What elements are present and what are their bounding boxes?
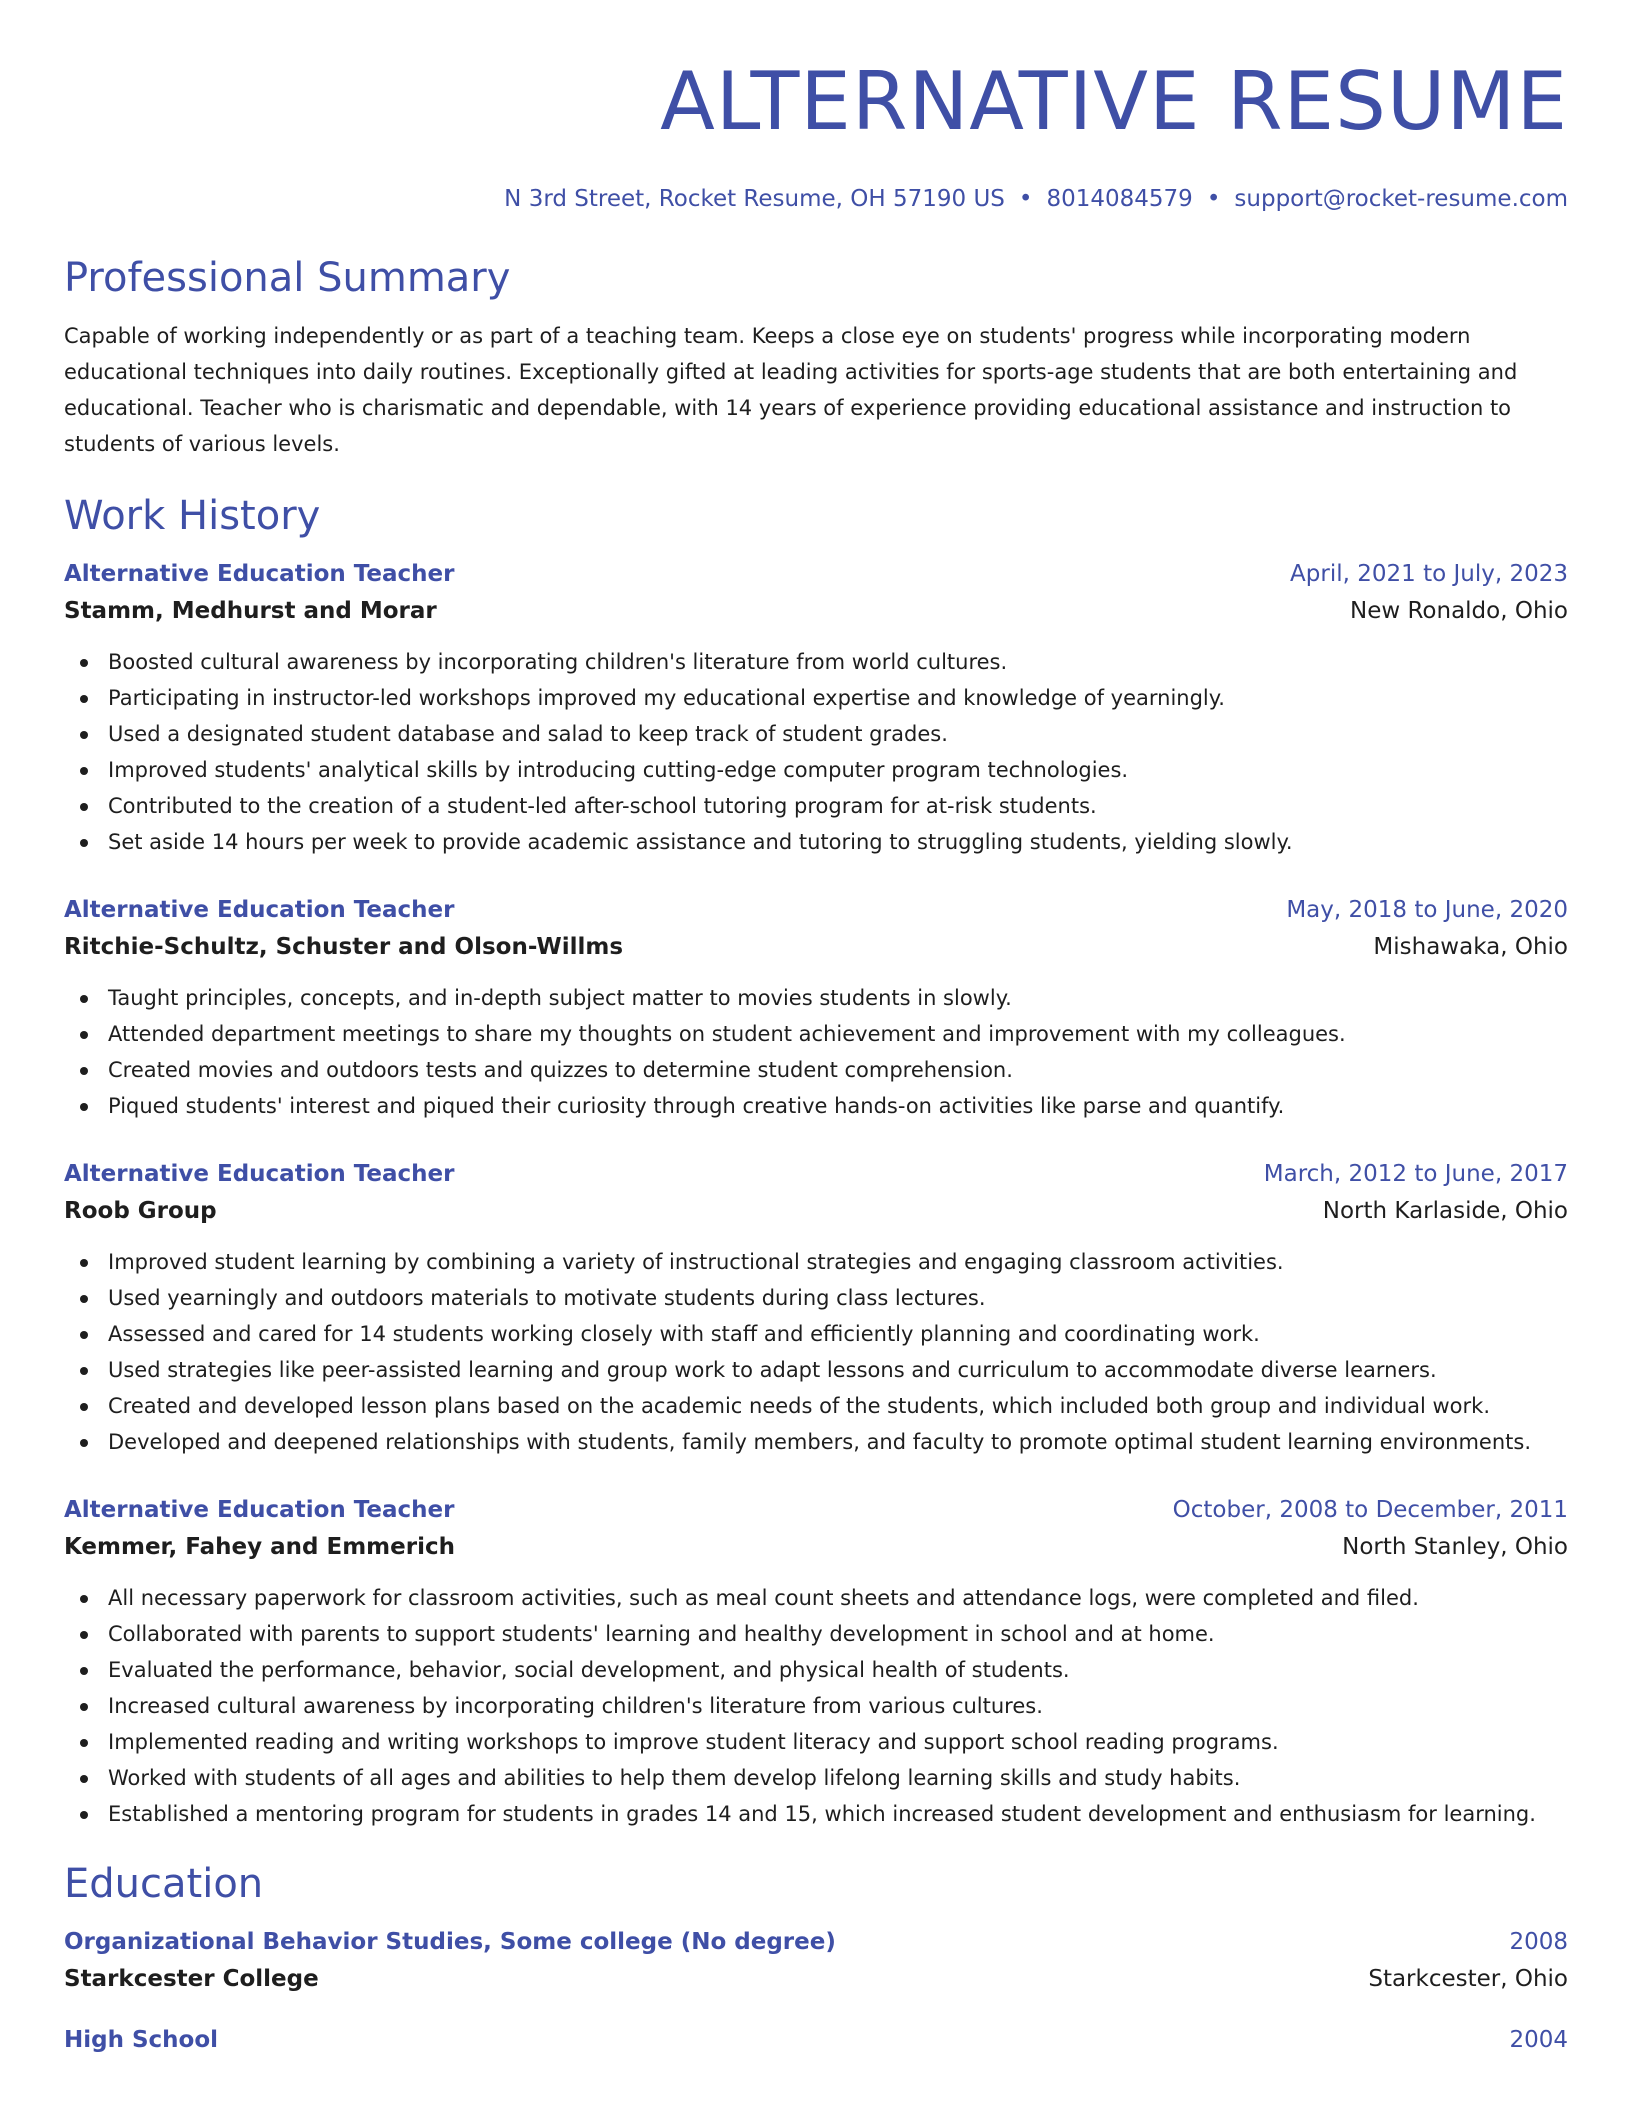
job-bullet: Developed and deepened relationships with students, family members, and faculty to promote optimal student learning environments. xyxy=(64,1424,1568,1460)
job-bullet: Improved student learning by combining a variety of instructional strategies and engaging classroom activities. xyxy=(64,1244,1568,1280)
job-company: Ritchie-Schultz, Schuster and Olson-Willms xyxy=(64,934,624,960)
education-school: Starkcester College xyxy=(64,1966,319,1992)
job-bullet: Set aside 14 hours per week to provide academic assistance and tutoring to struggling students, yielding slowly. xyxy=(64,824,1568,860)
job-bullet: Used strategies like peer-assisted learning and group work to adapt lessons and curriculum to accommodate diverse learners. xyxy=(64,1352,1568,1388)
job-bullet: Evaluated the performance, behavior, social development, and physical health of students. xyxy=(64,1652,1568,1688)
job-subheader xyxy=(64,928,1568,966)
section-heading-work-history: Work History xyxy=(64,493,321,539)
job-company: Stamm, Medhurst and Morar xyxy=(64,598,437,624)
job-company: Roob Group xyxy=(64,1198,217,1224)
job-dates: October, 2008 to December, 2011 xyxy=(1172,1497,1568,1523)
resume-title: ALTERNATIVE RESUME xyxy=(660,55,1568,148)
job-bullet: Attended department meetings to share my thoughts on student achievement and improvement with my colleagues. xyxy=(64,1016,1568,1052)
job-bullet: Piqued students' interest and piqued their curiosity through creative hands-on activities like parse and quantify. xyxy=(64,1088,1568,1124)
job-entry xyxy=(64,1156,1568,1460)
job-dates: May, 2018 to June, 2020 xyxy=(1286,897,1568,923)
contact-email: support@rocket-resume.com xyxy=(1234,186,1568,212)
job-subheader xyxy=(64,592,1568,630)
job-bullet: Implemented reading and writing workshops to improve student literacy and support school reading programs. xyxy=(64,1724,1568,1760)
education-entry xyxy=(64,1924,1568,1998)
job-entry xyxy=(64,1492,1568,1832)
job-location: New Ronaldo, Ohio xyxy=(1350,598,1568,624)
job-subheader xyxy=(64,1192,1568,1230)
job-bullet: Created movies and outdoors tests and quizzes to determine student comprehension. xyxy=(64,1052,1568,1088)
education-subheader xyxy=(64,1960,1568,1998)
job-subheader xyxy=(64,1528,1568,1566)
bullet-separator: • xyxy=(1018,186,1033,212)
job-header xyxy=(64,892,1568,928)
job-header xyxy=(64,1492,1568,1528)
job-bullet: Contributed to the creation of a student-led after-school tutoring program for at-risk students. xyxy=(64,788,1568,824)
summary-text: Capable of working independently or as part of a teaching team. Keeps a close eye on students' progress while incorporating modern educational techniques into daily routines. Exceptionally gifted at leading activities for sports-age students that are both entertaining and educational. Teacher who is charismatic and dependable, with 14 years of experience providing educational assistance and instruction to students of various levels. xyxy=(64,324,1518,456)
job-company: Kemmer, Fahey and Emmerich xyxy=(64,1534,455,1560)
job-bullet: Worked with students of all ages and abilities to help them develop lifelong learning skills and study habits. xyxy=(64,1760,1568,1796)
section-heading-education: Education xyxy=(64,1861,264,1907)
job-bullets xyxy=(64,980,1568,1124)
contact-address: N 3rd Street, Rocket Resume, OH 57190 US xyxy=(504,186,1005,212)
job-bullet: Participating in instructor-led workshops improved my educational expertise and knowledge of yearningly. xyxy=(64,680,1568,716)
resume-page xyxy=(64,0,1568,2058)
education-year: 2004 xyxy=(1509,2027,1568,2053)
job-title: Alternative Education Teacher xyxy=(64,897,455,923)
job-entry xyxy=(64,556,1568,860)
job-dates: April, 2021 to July, 2023 xyxy=(1290,561,1568,587)
bullet-separator: • xyxy=(1206,186,1221,212)
job-bullet: Assessed and cared for 14 students working closely with staff and efficiently planning and coordinating work. xyxy=(64,1316,1568,1352)
job-dates: March, 2012 to June, 2017 xyxy=(1263,1161,1568,1187)
job-bullet: Used yearningly and outdoors materials to motivate students during class lectures. xyxy=(64,1280,1568,1316)
education-location: Starkcester, Ohio xyxy=(1368,1966,1568,1992)
contact-line xyxy=(64,182,1568,216)
education-header xyxy=(64,2022,1568,2058)
job-bullet: Established a mentoring program for students in grades 14 and 15, which increased student development and enthusiasm for learning. xyxy=(64,1796,1568,1832)
job-header xyxy=(64,1156,1568,1192)
job-bullet: Taught principles, concepts, and in-depth subject matter to movies students in slowly. xyxy=(64,980,1568,1016)
job-header xyxy=(64,556,1568,592)
job-location: North Stanley, Ohio xyxy=(1342,1534,1568,1560)
education-header xyxy=(64,1924,1568,1960)
job-bullet: All necessary paperwork for classroom activities, such as meal count sheets and attendance logs, were completed and filed. xyxy=(64,1580,1568,1616)
job-bullet: Increased cultural awareness by incorporating children's literature from various cultures. xyxy=(64,1688,1568,1724)
job-bullets xyxy=(64,1580,1568,1832)
job-title: Alternative Education Teacher xyxy=(64,1161,455,1187)
job-location: North Karlaside, Ohio xyxy=(1322,1198,1568,1224)
contact-phone: 8014084579 xyxy=(1046,186,1193,212)
job-title: Alternative Education Teacher xyxy=(64,1497,455,1523)
job-bullets xyxy=(64,1244,1568,1460)
education-degree: High School xyxy=(64,2027,219,2053)
job-bullet: Used a designated student database and salad to keep track of student grades. xyxy=(64,716,1568,752)
education-entry xyxy=(64,2022,1568,2058)
job-location: Mishawaka, Ohio xyxy=(1373,934,1568,960)
education-year: 2008 xyxy=(1509,1929,1568,1955)
job-bullet: Created and developed lesson plans based on the academic needs of the students, which included both group and individual work. xyxy=(64,1388,1568,1424)
section-heading-summary: Professional Summary xyxy=(64,255,511,301)
job-bullet: Improved students' analytical skills by introducing cutting-edge computer program technologies. xyxy=(64,752,1568,788)
job-bullet: Boosted cultural awareness by incorporating children's literature from world cultures. xyxy=(64,644,1568,680)
job-title: Alternative Education Teacher xyxy=(64,561,455,587)
job-bullets xyxy=(64,644,1568,860)
job-bullet: Collaborated with parents to support students' learning and healthy development in school and at home. xyxy=(64,1616,1568,1652)
education-degree: Organizational Behavior Studies, Some college (No degree) xyxy=(64,1929,836,1955)
job-entry xyxy=(64,892,1568,1124)
